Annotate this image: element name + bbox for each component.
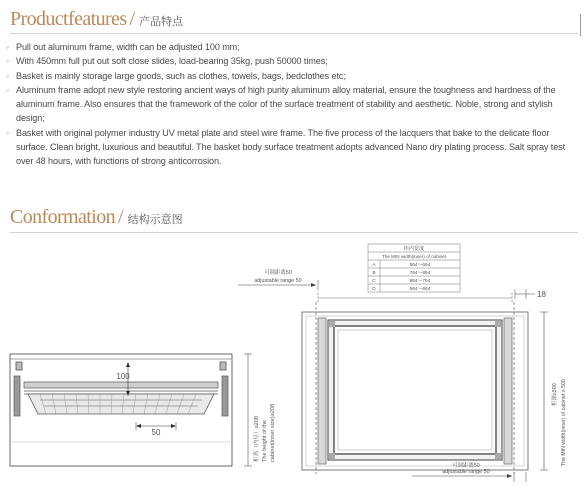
width-table-title-cn: 柜内宽度 <box>403 246 425 252</box>
bottom-dimension-cn: 可调距离50 <box>452 463 480 469</box>
top-view-drawing <box>238 280 548 482</box>
conformation-title-en: Conformation <box>10 206 116 228</box>
width-table-row-label: A <box>372 263 376 268</box>
width-table-row-label: C <box>372 279 376 284</box>
front-height-dimension: 100 <box>116 372 130 381</box>
conformation-heading <box>10 206 183 229</box>
side-dimension: 18 <box>537 290 546 299</box>
width-table-row-label: D <box>372 287 376 292</box>
front-view-drawing <box>10 354 252 466</box>
feature-item: ◦ Basket with original polymer industry UV metal plate and steel wire frame. The five process of the lacquers that bake to the delicate floor surface. Clean bright, luxurious and beautiful. The basket body surface treatment adopts advanced Nano dry plating process. Salt spray test over 48 hours, with functions of strong anticorrosion. <box>6 127 566 167</box>
width-table-row-value: 564～664 <box>409 263 431 268</box>
front-side-note-cn: 柜高（内径）≥208 <box>254 416 260 462</box>
width-table-row-value: 764～864 <box>409 271 431 276</box>
depth-note-cn: 柜深≥500 <box>552 383 558 406</box>
product-features-heading <box>10 8 183 31</box>
corner-mark <box>580 14 581 36</box>
bullet-icon: ◦ <box>6 84 10 95</box>
front-width-dimension: 50 <box>151 428 161 437</box>
heading-slash: / <box>118 206 124 228</box>
bullet-icon: ◦ <box>6 42 10 52</box>
top-dimension-cn: 可调距离50 <box>264 270 292 276</box>
depth-note-en: The MIN width(inner) of cabinet ≥ 500 <box>561 379 567 466</box>
width-table-row-value: 564～664 <box>409 287 431 292</box>
feature-item: ◦ With 450mm full put out soft close slides, load-bearing 35kg, push 50000 times; <box>6 54 580 68</box>
product-features-title-cn: 产品特点 <box>139 15 184 28</box>
width-table-title-en: The MIN width(inner) of cabinet <box>381 254 447 259</box>
bullet-icon: ◦ <box>6 127 10 138</box>
width-table-row-value: 864～764 <box>409 279 431 284</box>
front-side-note-en-1: The height of the <box>262 420 268 462</box>
bullet-icon: ◦ <box>6 70 10 81</box>
section-divider <box>10 232 578 233</box>
feature-list <box>6 40 580 169</box>
bottom-dimension-en: adjustable range 50 <box>442 469 490 475</box>
width-table-row-label: B <box>372 271 376 276</box>
structure-diagram <box>0 236 588 486</box>
bullet-icon: ◦ <box>6 56 10 67</box>
feature-item: ◦ Aluminum frame adopt new style restoring ancient ways of high purity aluminum alloy material, ensure the toughness and hardness of the aluminum frame. Also ensures that the framework of the color of the surface treatment of stability and aesthetic. Noble, strong and stylish design; <box>6 84 556 124</box>
section-divider <box>10 33 578 34</box>
product-features-title-en: Productfeatures <box>10 8 127 30</box>
conformation-title-cn: 结构示意图 <box>127 213 183 226</box>
heading-slash: / <box>129 8 136 30</box>
feature-item: ◦ Pull out aluminum frame, width can be adjusted 100 mm; <box>6 40 580 54</box>
feature-item: ◦ Basket is mainly storage large goods, such as clothes, towels, bags, bedclothes etc; <box>6 69 580 83</box>
front-side-note-en-2: cabinet(inner size)≥208 <box>270 403 276 462</box>
top-dimension-en: adjustable range 50 <box>254 278 302 284</box>
